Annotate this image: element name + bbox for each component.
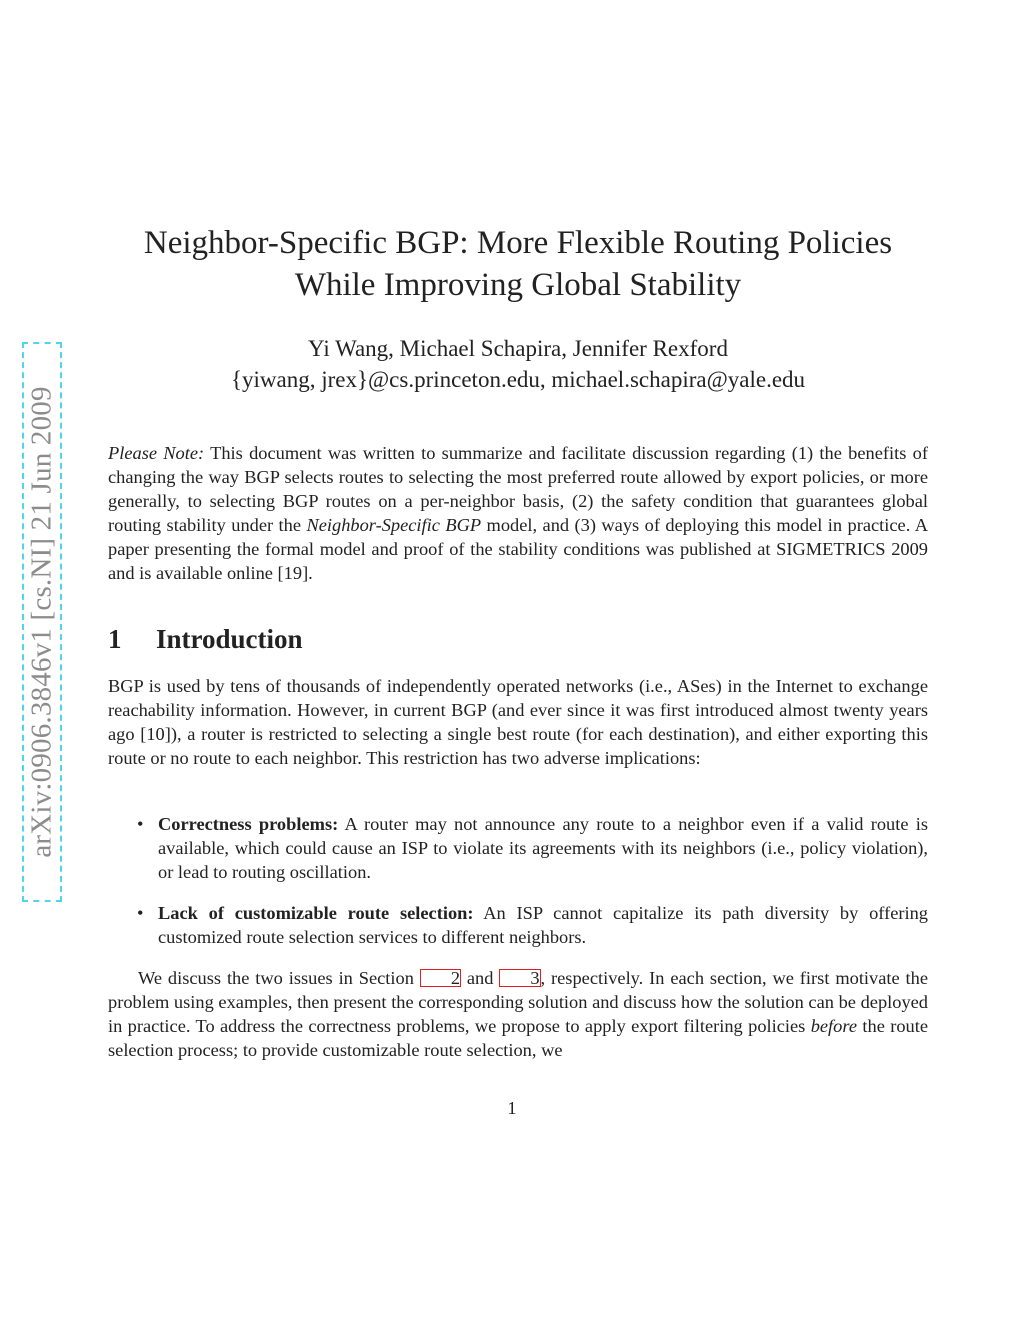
section-2-link[interactable]: 2 [420,969,461,987]
discussion-paragraph [108,966,928,1062]
bullet-term: Correctness problems: [158,814,339,834]
please-note-paragraph [108,441,928,585]
bullet-icon: • [137,814,144,834]
discuss-emphasis: before [810,1016,858,1036]
bullet-text: An ISP cannot capitalize its path diversity by offering customized route selection services to different neighbors. [158,903,928,947]
page-number: 1 [507,1098,517,1118]
discuss-text-part1: We discuss the two issues in Section [138,968,420,988]
arxiv-stamp [22,342,62,902]
title-line-1: Neighbor-Specific BGP: More Flexible Routing Policies [143,225,893,261]
note-model-name: Neighbor-Specific BGP [306,515,482,535]
section-title: Introduction [156,624,303,654]
author-block [110,333,926,395]
implications-list [108,812,928,949]
bullet-text: A router may not announce any route to a neighbor even if a valid route is available, which could cause an ISP to violate its agreements with its neighbors (i.e., policy violation), or lead to routing oscillation. [158,814,928,882]
paper-title [110,222,926,306]
author-names: Yi Wang, Michael Schapira, Jennifer Rexford [308,336,728,361]
bullet-term: Lack of customizable route selection: [158,903,474,923]
discuss-text-part3: , respectively. In each section, we first motivate the problem using examples, then present the corresponding solution and discuss how the solution can be deployed in practice. To address the correctness problems, we propose to apply export filtering policies [108,968,929,1036]
note-text-part2: model, and (3) ways of deploying this model in practice. A paper presenting the formal model and proof of the stability conditions was published at SIGMETRICS 2009 and is available online [19]. [108,515,928,583]
note-text-part1: This document was written to summarize and facilitate discussion regarding (1) the benefits of changing the way BGP selects routes to selecting the most preferred route allowed by export policies, or more generally, to selecting BGP routes on a per-neighbor basis, (2) the safety condition that guarantees global routing stability under the [108,443,928,535]
discuss-text-part2: and [461,968,500,988]
list-item [108,901,928,949]
section-heading-introduction [108,622,303,656]
list-item [108,812,928,884]
section-3-link[interactable]: 3 [499,969,540,987]
author-emails: {yiwang, jrex}@cs.princeton.edu, michael.schapira@yale.edu [230,367,806,392]
title-line-2: While Improving Global Stability [294,267,742,303]
arxiv-identifier[interactable]: arXiv:0906.3846v1 [cs.NI] 21 Jun 2009 [25,386,58,858]
note-label: Please Note: [108,443,205,463]
intro-paragraph: BGP is used by tens of thousands of independently operated networks (i.e., ASes) in the Internet to exchange reachability information. However, in current BGP (and ever since it was first introduced almost twenty years ago [10]), a router is restricted to selecting a single best route (for each destination), and either exporting this route or no route to each neighbor. This restriction has two adverse implications: [108,676,928,768]
discuss-text-part4: the route selection process; to provide customizable route selection, we [108,1016,929,1060]
section-number: 1 [108,624,122,654]
bullet-icon: • [137,903,144,923]
